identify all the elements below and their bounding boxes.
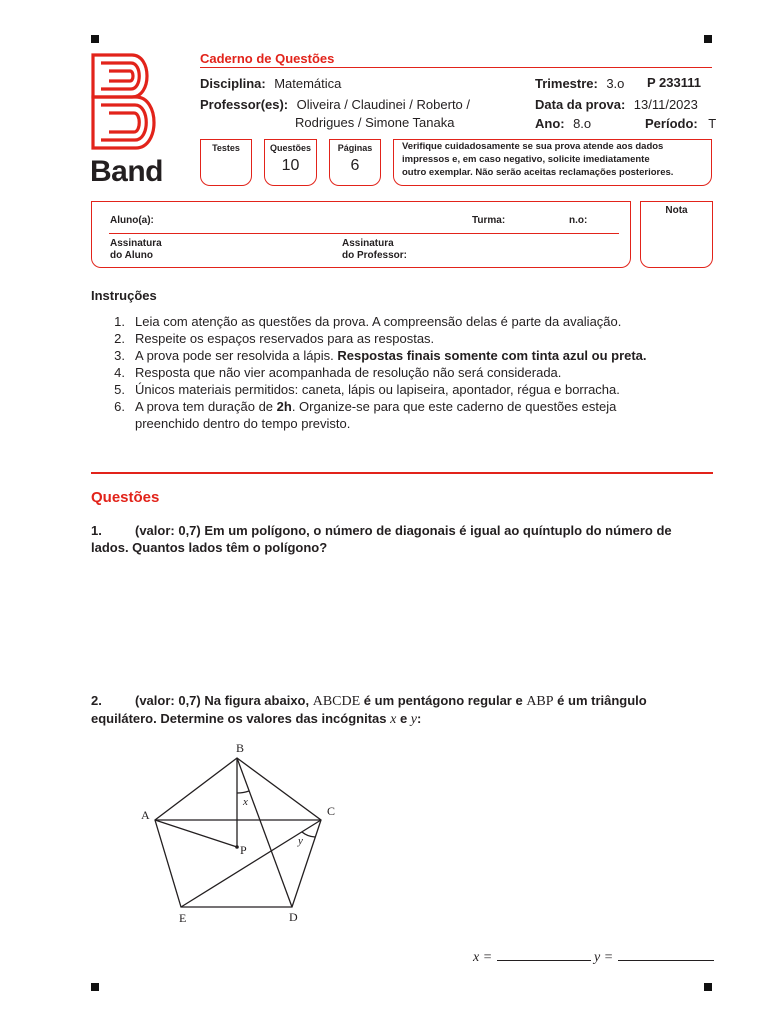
professores-line2: Rodrigues / Simone Tanaka: [295, 115, 455, 130]
instructions-title: Instruções: [91, 288, 157, 303]
instruction-item-3: [91, 347, 721, 364]
logo-text: Band: [90, 155, 163, 188]
instruction-text: A prova pode ser resolvida a lápis.: [135, 348, 338, 363]
notice-box: [393, 139, 712, 186]
label-b: B: [236, 741, 245, 755]
q2-text: (valor: 0,7) Na figura abaixo,: [135, 693, 313, 708]
assinatura-prof-line2: do Professor:: [342, 250, 408, 261]
q2-text: é um triângulo: [553, 693, 647, 708]
instruction-item-6-cont: [91, 415, 721, 432]
nota-box: [640, 201, 713, 268]
instruction-item-2: [91, 330, 721, 347]
disciplina-label: Disciplina:: [200, 76, 266, 91]
q2-number: 2.: [91, 693, 102, 708]
instruction-item-5: [91, 381, 721, 398]
label-c: C: [327, 804, 336, 818]
instruction-text: Únicos materiais permitidos: caneta, lápis ou lapiseira, apontador, régua e borracha.: [135, 382, 620, 397]
q2-var-x: x: [390, 712, 397, 727]
instruction-number: 5.: [114, 382, 125, 397]
student-row-divider: [109, 233, 619, 234]
assinatura-aluno: [110, 238, 162, 262]
disciplina-row: [200, 75, 341, 93]
instruction-item-4: [91, 364, 721, 381]
section-divider: [91, 472, 713, 474]
q2-math-abcde: ABCDE: [312, 694, 361, 709]
q2-text: :: [417, 711, 422, 726]
label-y: y: [298, 835, 303, 847]
questoes-label: Questões: [269, 143, 311, 153]
pentagon-figure: [130, 735, 350, 935]
data-prova-label: Data da prova:: [535, 97, 626, 112]
testes-label: Testes: [212, 143, 240, 153]
instruction-text: Respeite os espaços reservados para as respostas.: [135, 331, 435, 346]
q2-text: e: [396, 711, 411, 726]
answer-y-field[interactable]: [618, 948, 714, 961]
professores-line1: Oliveira / Claudinei / Roberto /: [296, 97, 471, 112]
instruction-text: . Organize-se para que este caderno de questões esteja: [291, 399, 617, 414]
assinatura-aluno-line1: Assinatura: [110, 238, 162, 249]
periodo-value: T: [708, 116, 717, 131]
answer-y: [594, 948, 714, 966]
instruction-item-1: [91, 313, 721, 330]
q1-number: 1.: [91, 523, 102, 538]
paginas-label: Páginas: [337, 143, 373, 153]
segment-bd: [237, 758, 292, 907]
registration-mark-bottom-right: [704, 983, 712, 991]
q1-line1: [91, 522, 716, 539]
turma-label: Turma:: [472, 215, 506, 226]
band-b-mark-icon: [90, 52, 176, 152]
segment-ap: [155, 820, 237, 847]
notice-line1: Verifique cuidadosamente se sua prova atende aos dados: [402, 141, 664, 152]
q1-text-line1: (valor: 0,7) Em um polígono, o número de diagonais é igual ao quíntuplo do número de: [135, 523, 672, 538]
instruction-number: 6.: [114, 399, 125, 414]
trimestre-value: 3.o: [606, 76, 625, 91]
doc-type-title: Caderno de Questões: [200, 51, 335, 66]
label-d: D: [289, 910, 298, 924]
angle-y-arc: [302, 832, 315, 837]
instruction-item-6: [91, 398, 721, 415]
ano-row: [535, 115, 591, 133]
instruction-text: Leia com atenção as questões da prova. A compreensão delas é parte da avaliação.: [135, 314, 622, 329]
q2-text: equilátero. Determine os valores das incógnitas: [91, 711, 391, 726]
q2-line2: [91, 710, 716, 728]
answer-x: [473, 948, 591, 966]
angle-x-arc: [237, 791, 249, 793]
segment-ec: [181, 820, 321, 907]
trimestre-label: Trimestre:: [535, 76, 598, 91]
label-x: x: [243, 796, 248, 808]
assinatura-prof-line1: Assinatura: [342, 238, 394, 249]
point-p: [235, 845, 239, 849]
label-a: A: [141, 808, 150, 822]
header-divider: [200, 67, 712, 68]
nota-label: Nota: [665, 205, 688, 216]
trimestre-row: [535, 75, 624, 93]
q2-var-y: y: [410, 712, 418, 727]
q2-math-abp: ABP: [526, 694, 554, 709]
periodo-row: [645, 115, 716, 133]
q2-text: é um pentágono regular e: [360, 693, 527, 708]
registration-mark-top-left: [91, 35, 99, 43]
student-info-box: [91, 201, 631, 268]
answer-x-field[interactable]: [497, 948, 591, 961]
pentagon-outline: [155, 758, 321, 907]
q2-line1: [91, 692, 716, 710]
professores-label: Professor(es):: [200, 97, 289, 112]
assinatura-aluno-line2: do Aluno: [110, 250, 153, 261]
notice-line3: outro exemplar. Não serão aceitas reclamações posteriores.: [402, 167, 674, 178]
answer-y-label: y =: [594, 950, 614, 965]
instruction-number: 1.: [114, 314, 125, 329]
question-2: [91, 692, 716, 728]
professores-row: [200, 96, 470, 114]
q1-text-line2: lados. Quantos lados têm o polígono?: [91, 540, 328, 555]
ano-value: 8.o: [573, 116, 592, 131]
registration-mark-bottom-left: [91, 983, 99, 991]
assinatura-professor: [342, 238, 407, 262]
instruction-number: 3.: [114, 348, 125, 363]
label-p: P: [240, 843, 247, 857]
instruction-bold: Respostas finais somente com tinta azul ou preta.: [337, 348, 647, 363]
questions-title: Questões: [91, 489, 160, 506]
instruction-number: 2.: [114, 331, 125, 346]
ano-label: Ano:: [535, 116, 565, 131]
aluno-label: Aluno(a):: [110, 215, 154, 226]
instruction-text: A prova tem duração de: [135, 399, 277, 414]
notice-line2: impressos e, em caso negativo, solicite imediatamente: [402, 154, 650, 165]
disciplina-value: Matemática: [274, 76, 342, 91]
periodo-label: Período:: [645, 116, 698, 131]
testes-box: [200, 139, 252, 186]
band-logo: [90, 52, 176, 188]
data-prova-value: 13/11/2023: [633, 97, 698, 112]
question-1: [91, 522, 716, 556]
registration-mark-top-right: [704, 35, 712, 43]
instructions-list: [91, 313, 721, 432]
paginas-value: 6: [350, 157, 360, 174]
instruction-number: 4.: [114, 365, 125, 380]
numero-label: n.o:: [569, 215, 588, 226]
paginas-box: [329, 139, 381, 186]
questoes-box: [264, 139, 317, 186]
questoes-value: 10: [281, 157, 300, 174]
exam-code: P 233111: [647, 75, 701, 90]
instruction-text: preenchido dentro do tempo previsto.: [135, 416, 351, 431]
answer-x-label: x =: [473, 950, 493, 965]
data-prova-row: [535, 96, 698, 114]
instruction-bold: 2h: [276, 399, 292, 414]
instruction-text: Resposta que não vier acompanhada de resolução não será considerada.: [135, 365, 562, 380]
label-e: E: [179, 911, 187, 925]
